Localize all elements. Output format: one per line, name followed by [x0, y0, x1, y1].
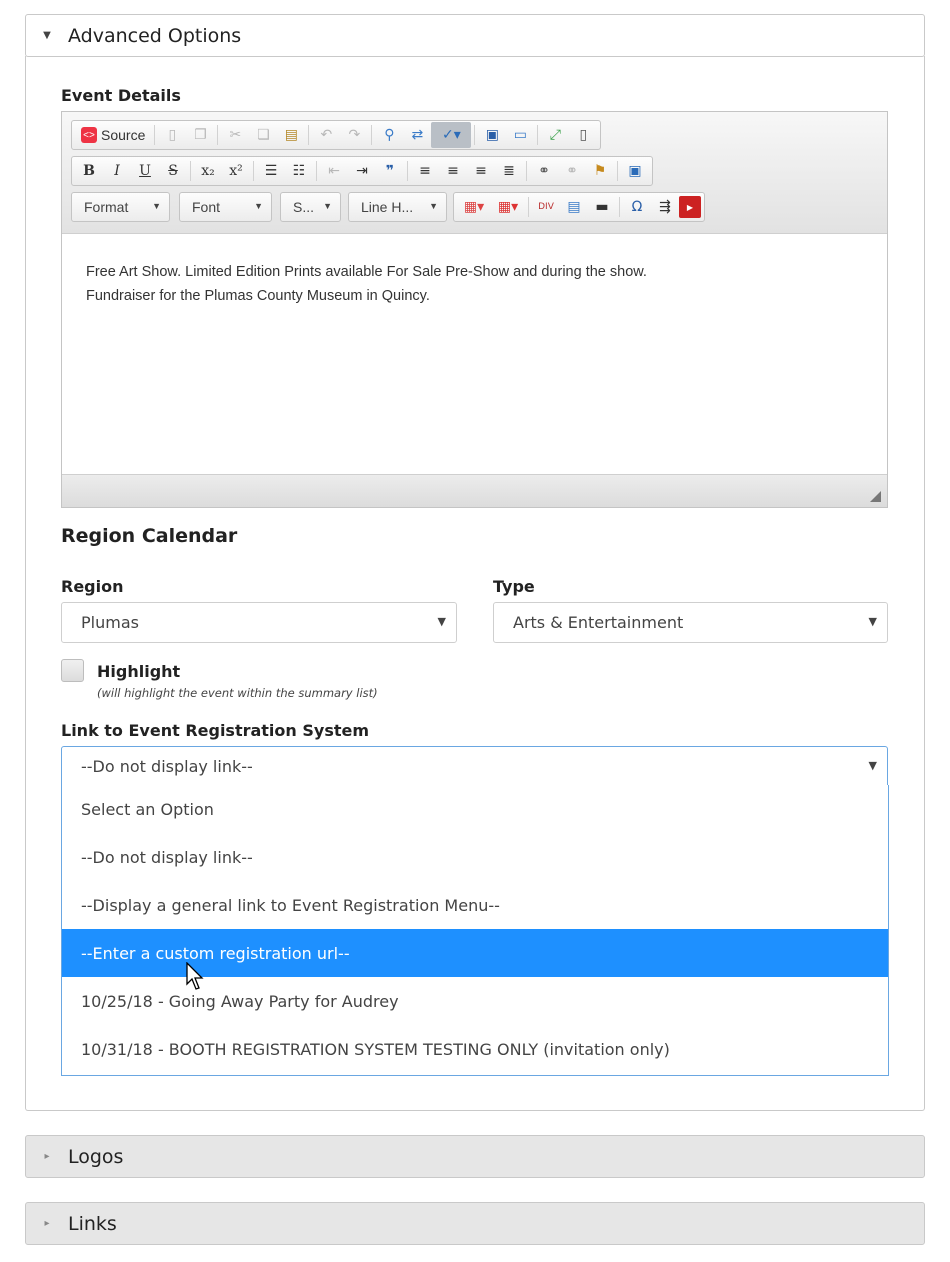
dropdown-option-highlighted[interactable]: --Enter a custom registration url-- [62, 929, 888, 977]
italic-icon[interactable]: I [114, 163, 120, 179]
preview-icon[interactable]: ▯ [168, 127, 177, 143]
chevron-down-icon: ▼ [868, 759, 877, 772]
source-button[interactable] [75, 127, 151, 143]
line-height-combo[interactable] [348, 192, 447, 222]
select-all-icon[interactable]: ▣ [485, 127, 499, 143]
region-label: Region [61, 577, 124, 596]
source-label: Source [101, 127, 146, 143]
find-icon[interactable]: ⚲ [384, 127, 395, 143]
numbered-list-icon[interactable]: ☰ [264, 163, 278, 179]
caret-right-icon: ▸ [44, 1151, 50, 1162]
toolbar-separator [371, 125, 372, 145]
line-height-combo-label: Line H... [361, 199, 414, 215]
event-details-label: Event Details [61, 86, 181, 105]
maximize-icon[interactable]: ⤢ [549, 127, 561, 143]
horizontal-line-icon[interactable]: ▬ [595, 199, 609, 215]
bulleted-list-icon[interactable]: ☷ [292, 163, 306, 179]
underline-icon[interactable]: U [139, 163, 151, 179]
div-container-icon[interactable]: DIV [538, 202, 554, 212]
editor-content[interactable] [86, 260, 647, 308]
toolbar-separator [217, 125, 218, 145]
mouse-cursor-icon [186, 962, 206, 992]
advanced-options-header[interactable] [25, 14, 925, 57]
dropdown-option[interactable]: --Display a general link to Event Registration Menu-- [81, 895, 500, 915]
toolbar-separator [619, 197, 620, 217]
html-icon[interactable]: ▭ [513, 127, 527, 143]
toolbar-separator [537, 125, 538, 145]
redo-icon[interactable]: ↷ [348, 127, 361, 143]
type-label: Type [493, 577, 535, 596]
source-icon: <> [81, 127, 97, 143]
youtube-icon[interactable]: ▶ [679, 196, 701, 218]
toolbar-separator [474, 125, 475, 145]
align-left-icon[interactable]: ≡ [419, 163, 431, 179]
registration-link-select[interactable] [61, 746, 888, 787]
dropdown-option[interactable]: Select an Option [81, 799, 214, 819]
format-combo[interactable] [71, 192, 170, 222]
replace-icon[interactable]: ⇄ [411, 127, 424, 143]
indent-icon[interactable]: ⇥ [356, 163, 368, 179]
superscript-icon[interactable]: x² [229, 163, 243, 179]
editor-line: Free Art Show. Limited Edition Prints available For Sale Pre-Show and during the show. [86, 264, 647, 280]
region-select[interactable] [61, 602, 457, 643]
chevron-down-icon: ▼ [152, 201, 161, 211]
highlight-checkbox[interactable] [61, 659, 84, 682]
highlight-hint: (will highlight the event within the summary list) [97, 686, 378, 700]
toolbar-separator [154, 125, 155, 145]
advanced-options-title: Advanced Options [68, 24, 242, 47]
font-combo[interactable] [179, 192, 272, 222]
special-char-icon[interactable]: Ω [631, 199, 643, 215]
undo-icon[interactable]: ↶ [320, 127, 333, 143]
subscript-icon[interactable]: x₂ [201, 163, 215, 179]
highlight-label: Highlight [97, 662, 181, 681]
type-select[interactable] [493, 602, 888, 643]
dropdown-option[interactable]: --Do not display link-- [81, 847, 253, 867]
resize-grip-icon[interactable] [870, 491, 881, 502]
toolbar-separator [253, 161, 254, 181]
size-combo[interactable] [280, 192, 341, 222]
chevron-down-icon: ▼ [429, 201, 438, 211]
show-blocks-icon[interactable]: ▯ [579, 127, 588, 143]
toolbar-separator [407, 161, 408, 181]
spellcheck-icon[interactable]: ✓▾ [431, 122, 471, 148]
strikethrough-icon[interactable]: S [168, 163, 178, 179]
align-right-icon[interactable]: ≡ [475, 163, 487, 179]
rich-text-editor [61, 111, 888, 508]
toolbar-separator [308, 125, 309, 145]
caret-right-icon: ▸ [44, 1218, 50, 1229]
editor-footer [62, 474, 887, 507]
registration-dropdown-list [61, 785, 889, 1076]
logos-section-header[interactable] [25, 1135, 925, 1178]
toolbar-group-format [71, 156, 653, 186]
toolbar-group-insert [453, 192, 705, 222]
caret-down-icon: ▼ [43, 30, 51, 41]
bold-icon[interactable]: B [83, 163, 95, 179]
table-icon[interactable]: ▦▾ [497, 199, 519, 215]
templates-icon[interactable]: ❐ [194, 127, 207, 143]
registration-select-value: --Do not display link-- [81, 757, 253, 776]
text-color-icon[interactable]: ▦▾ [463, 199, 485, 215]
editor-toolbar [62, 112, 887, 234]
chevron-down-icon: ▼ [323, 201, 332, 211]
size-combo-label: S... [293, 199, 315, 215]
chevron-down-icon: ▼ [437, 615, 446, 628]
toolbar-separator [190, 161, 191, 181]
chevron-down-icon: ▼ [868, 615, 877, 628]
toolbar-separator [526, 161, 527, 181]
link-icon[interactable]: ⚭ [538, 163, 550, 179]
links-section-header[interactable] [25, 1202, 925, 1245]
registration-link-label: Link to Event Registration System [61, 721, 370, 740]
page-break-icon[interactable]: ⇶ [659, 199, 671, 215]
image-icon[interactable]: ▣ [628, 163, 642, 179]
paste-icon[interactable]: ▤ [284, 127, 298, 143]
editor-line: Fundraiser for the Plumas County Museum in Quincy. [86, 288, 430, 304]
justify-icon[interactable]: ≣ [503, 163, 515, 179]
cut-icon[interactable]: ✂ [229, 127, 242, 143]
outdent-icon[interactable]: ⇤ [328, 163, 340, 179]
align-center-icon[interactable]: ≡ [447, 163, 459, 179]
font-combo-label: Font [192, 199, 221, 215]
dropdown-option[interactable]: 10/31/18 - BOOTH REGISTRATION SYSTEM TESTING ONLY (invitation only) [81, 1039, 670, 1059]
chevron-down-icon: ▼ [254, 201, 263, 211]
unlink-icon[interactable]: ⚭ [566, 163, 578, 179]
toolbar-separator [528, 197, 529, 217]
copy-icon[interactable]: ❏ [257, 127, 270, 143]
toolbar-separator [617, 161, 618, 181]
logos-title: Logos [68, 1145, 124, 1168]
toolbar-separator [316, 161, 317, 181]
region-calendar-title: Region Calendar [61, 525, 238, 547]
template-icon[interactable]: ▤ [567, 199, 581, 215]
region-select-value: Plumas [81, 613, 139, 632]
type-select-value: Arts & Entertainment [513, 613, 684, 632]
toolbar-group-document [71, 120, 601, 150]
blockquote-icon[interactable]: ❞ [385, 163, 395, 179]
format-combo-label: Format [84, 199, 129, 215]
links-title: Links [68, 1212, 117, 1235]
anchor-icon[interactable]: ⚑ [593, 163, 607, 179]
dropdown-option[interactable]: 10/25/18 - Going Away Party for Audrey [81, 991, 399, 1011]
